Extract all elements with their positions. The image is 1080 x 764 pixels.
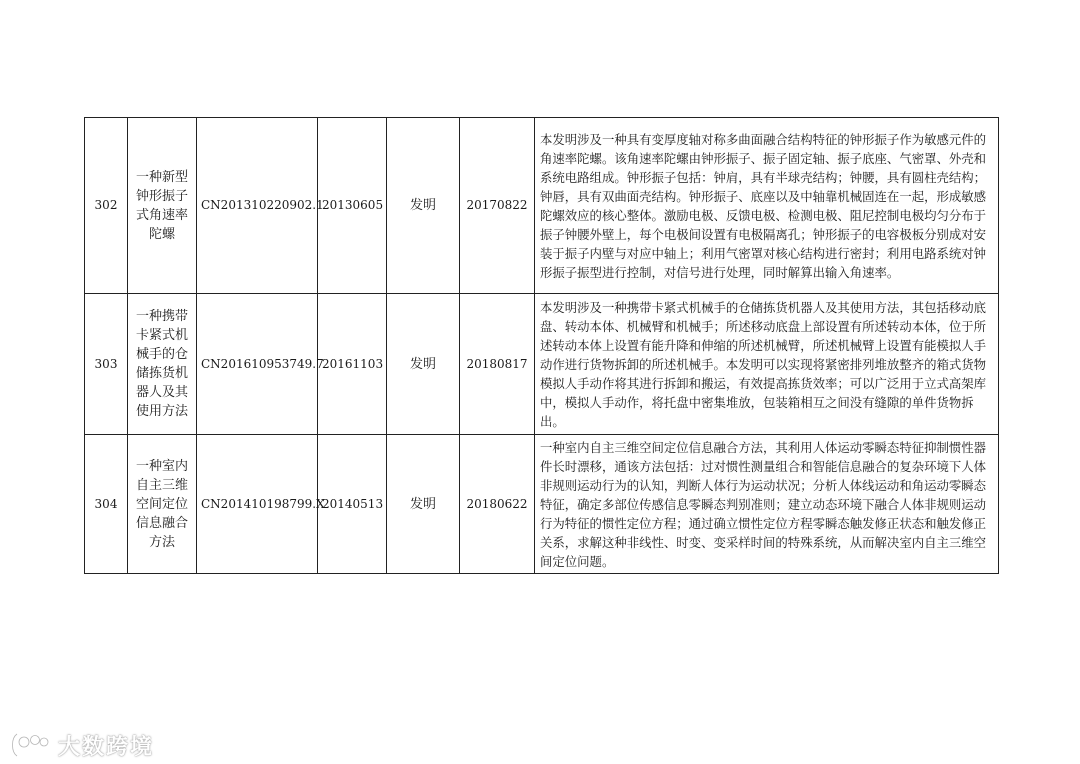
publication-date: 20170822 — [460, 118, 535, 294]
patent-abstract: 本发明涉及一种携带卡紧式机械手的仓储拣货机器人及其使用方法，其包括移动底盘、转动本体、机械臂和机械手；所述移动底盘上部设置有所述转动本体，位于所述转动本体上设置有能升降和伸缩的所述机械臂，所述机械臂上设置有能模拟人手动作进行货物拆卸的所述机械手。本发明可以实现将紧密排列堆放整齐的箱式货物模拟人手动作将其进行拆卸和搬运，有效提高拣货效率；可以广泛用于立式高架库中，模拟人手动作，将托盘中密集堆放，包装箱相互之间没有缝隙的单件货物拆出。 — [535, 294, 999, 435]
application-number: CN201610953749.7 — [197, 294, 318, 435]
row-number: 304 — [85, 435, 128, 574]
application-date: 20130605 — [318, 118, 387, 294]
dashuju-logo-icon — [8, 730, 52, 760]
patent-abstract: 本发明涉及一种具有变厚度轴对称多曲面融合结构特征的钟形振子作为敏感元件的角速率陀螺。该角速率陀螺由钟形振子、振子固定轴、振子底座、气密罩、外壳和系统电路组成。钟形振子包括：钟肩，具有半球壳结构；钟腰，具有圆柱壳结构；钟唇，具有双曲面壳结构。钟形振子、底座以及中轴靠机械固连在一起，形成敏感陀螺效应的核心整体。激励电极、反馈电极、检测电极、阻尼控制电极均匀分布于振子钟腰外壁上，每个电极间设置有电极隔离孔；钟形振子的电容极板分别成对安装于振子内壁与对应中轴上；利用气密罩对核心结构进行密封；利用电路系统对钟形振子振型进行控制，对信号进行处理，同时解算出输入角速率。 — [535, 118, 999, 294]
publication-date: 20180622 — [460, 435, 535, 574]
table-row — [85, 118, 999, 294]
patent-table — [84, 117, 999, 574]
patent-type: 发明 — [387, 435, 460, 574]
application-number: CN201310220902.1 — [197, 118, 318, 294]
patent-type: 发明 — [387, 118, 460, 294]
patent-title: 一种携带卡紧式机械手的仓储拣货机器人及其使用方法 — [128, 294, 197, 435]
publication-date: 20180817 — [460, 294, 535, 435]
patent-type: 发明 — [387, 294, 460, 435]
application-number: CN201410198799.X — [197, 435, 318, 574]
table-row — [85, 294, 999, 435]
patent-abstract: 一种室内自主三维空间定位信息融合方法，其利用人体运动零瞬态特征抑制惯性器件长时漂移，通该方法包括：过对惯性测量组合和智能信息融合的复杂环境下人体非规则运动行为的认知，判断人体行为运动状况；分析人体线运动和角运动零瞬态特征，确定多部位传感信息零瞬态判别准则；建立动态环境下融合人体非规则运动行为特征的惯性定位方程；通过确立惯性定位方程零瞬态触发修正状态和触发修正关系，求解这种非线性、时变、变采样时间的特殊系统，从而解决室内自主三维空间定位问题。 — [535, 435, 999, 574]
row-number: 303 — [85, 294, 128, 435]
patent-table-sheet — [84, 117, 999, 574]
watermark — [8, 728, 154, 762]
patent-title: 一种室内自主三维空间定位信息融合方法 — [128, 435, 197, 574]
watermark-text: 大数跨境 — [58, 734, 155, 760]
patent-title: 一种新型钟形振子式角速率陀螺 — [128, 118, 197, 294]
application-date: 20161103 — [318, 294, 387, 435]
row-number: 302 — [85, 118, 128, 294]
table-row — [85, 435, 999, 574]
application-date: 20140513 — [318, 435, 387, 574]
